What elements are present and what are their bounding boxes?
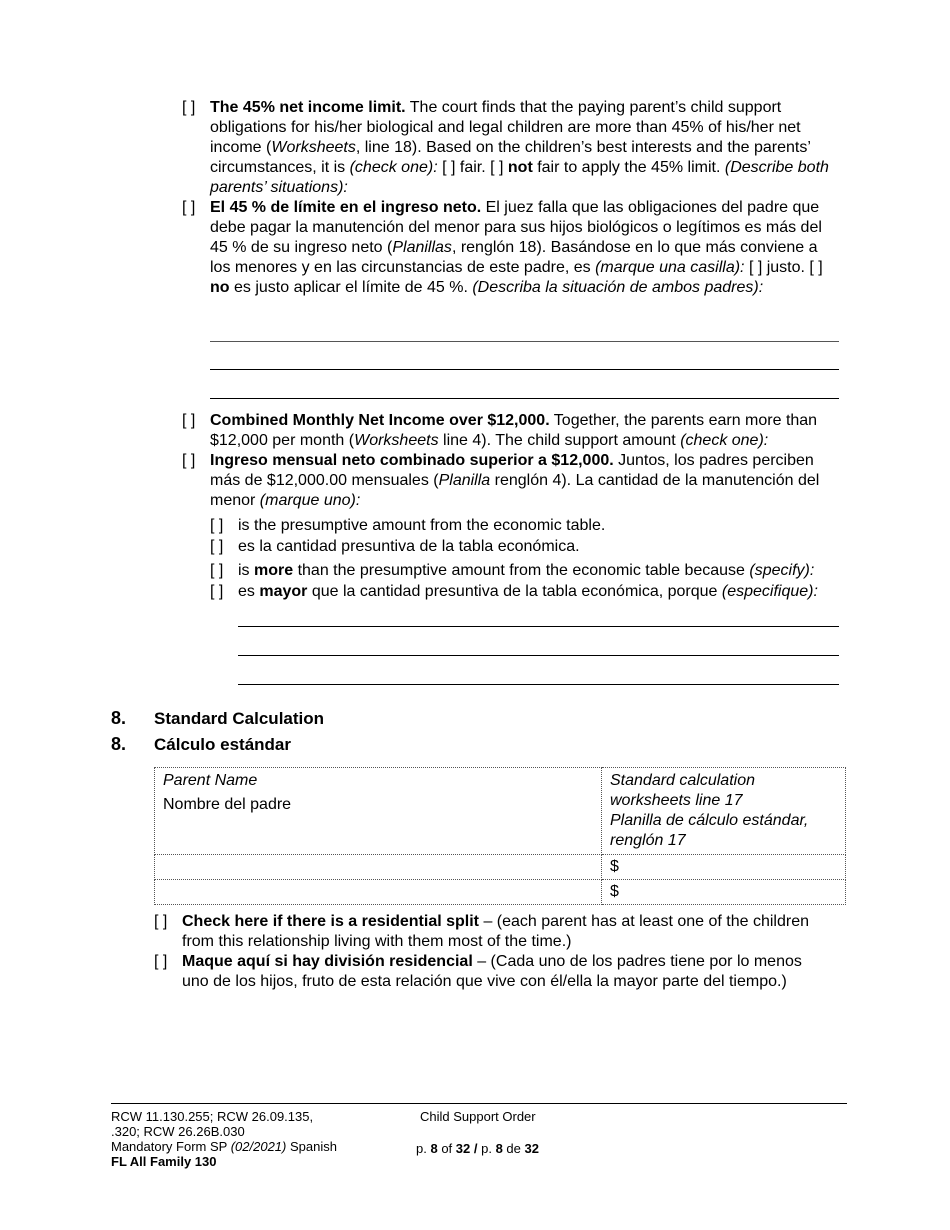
residential-split-checkbox-es[interactable]: [ ] — [154, 953, 168, 970]
text: , renglón 18). Basándose en lo que más conviene a los menores y en las circunstancias de este padre, es — [210, 239, 818, 276]
col1-es: Nombre del padre — [163, 796, 292, 813]
describe-line-3[interactable] — [210, 398, 839, 399]
describe-line-1[interactable] — [210, 341, 839, 342]
col1-en: Parent Name — [163, 772, 258, 789]
standard-calculation-table — [154, 767, 846, 905]
more: more — [254, 562, 294, 579]
specify: (specify): — [749, 562, 815, 579]
slash: / — [470, 1141, 482, 1156]
text: , line 18). Based on the children’s best interests and the parents’ circumstances, it is — [210, 139, 811, 176]
text: Spanish — [286, 1139, 337, 1154]
text: of — [437, 1141, 456, 1156]
parent-name-cell[interactable] — [155, 855, 602, 880]
text: The court finds that the paying parent’s child support obligations for his/her biological and legal children are more than 45% of his/her net income ( — [210, 99, 801, 156]
not: not — [507, 159, 533, 176]
presumptive-checkbox-en[interactable]: [ ] — [210, 517, 224, 534]
page-total: 32 — [455, 1141, 471, 1156]
section-title-en: Standard Calculation — [154, 709, 325, 728]
text: es — [238, 583, 260, 600]
footer-left — [111, 1109, 337, 1169]
specify-line-1[interactable] — [238, 626, 839, 627]
section-title-es: Cálculo estándar — [154, 735, 291, 754]
text: – (Cada uno de los padres tiene por lo menos uno de los hijos, fruto de esta relación que vive con él/ella la mayor parte del tiempo.) — [182, 953, 802, 990]
table-row — [155, 855, 846, 880]
amount-cell[interactable]: $ — [602, 855, 846, 880]
more-checkbox-es[interactable]: [ ] — [210, 583, 224, 600]
parent-name-cell[interactable] — [155, 880, 602, 905]
worksheets: Worksheets — [271, 139, 356, 156]
rcw-line-2: .320; RCW 26.26B.030 — [111, 1124, 245, 1139]
describe-line-2[interactable] — [210, 369, 839, 370]
text: Together, the parents earn more than $12,000 per month ( — [210, 412, 818, 449]
text: line 4). The child support amount — [438, 432, 681, 449]
describa: (Describa la situación de ambos padres): — [472, 279, 764, 296]
more-checkbox-en[interactable]: [ ] — [210, 562, 224, 579]
check-one: (check one): — [680, 432, 769, 449]
residential-split-paragraph-es — [182, 952, 827, 992]
standard-calculation-header — [602, 768, 846, 855]
text: es la cantidad presuntiva de la tabla económica. — [238, 538, 580, 555]
section-number-en: 8. — [111, 708, 127, 728]
form-line — [111, 1139, 337, 1154]
text: renglón 4). La cantidad de la manutención del menor — [210, 472, 820, 509]
text: [ ] justo. [ ] — [744, 259, 823, 276]
text: – (each parent has at least one of the children from this relationship living with them most of the time.) — [182, 913, 809, 950]
footer-rule — [111, 1103, 847, 1104]
footer-document-title: Child Support Order — [420, 1109, 536, 1124]
footer-page-number — [416, 1141, 539, 1156]
net-income-limit-checkbox-es[interactable]: [ ] — [182, 199, 196, 216]
more-option-es — [238, 582, 853, 602]
section-number-es: 8. — [111, 734, 127, 754]
combined-income-title-en: Combined Monthly Net Income over $12,000. — [210, 412, 550, 429]
text: fair to apply the 45% limit. — [532, 159, 725, 176]
net-income-limit-paragraph-en — [210, 98, 840, 198]
mayor: mayor — [259, 583, 308, 600]
text: p. — [481, 1141, 496, 1156]
text: que la cantidad presuntiva de la tabla económica, porque — [307, 583, 722, 600]
residential-split-title-en: Check here if there is a residential split — [182, 913, 479, 930]
presumptive-checkbox-es[interactable]: [ ] — [210, 538, 224, 555]
col2-en: Standard calculation worksheets line 17 — [610, 772, 755, 809]
text: [ ] fair. [ ] — [437, 159, 508, 176]
combined-income-checkbox-en[interactable]: [ ] — [182, 412, 196, 429]
combined-income-checkbox-es[interactable]: [ ] — [182, 452, 196, 469]
parent-name-header — [155, 768, 602, 855]
more-option-en — [238, 561, 853, 581]
text: Mandatory Form SP — [111, 1139, 231, 1154]
net-income-limit-checkbox-en[interactable]: [ ] — [182, 99, 196, 116]
residential-split-title-es: Maque aquí si hay división residencial — [182, 953, 473, 970]
page-num: 8 — [430, 1141, 438, 1156]
residential-split-paragraph-en — [182, 912, 822, 952]
form-date: (02/2021) — [230, 1139, 287, 1154]
combined-income-paragraph-es — [210, 451, 840, 511]
amount-cell[interactable]: $ — [602, 880, 846, 905]
residential-split-checkbox-en[interactable]: [ ] — [154, 913, 168, 930]
table-row — [155, 880, 846, 905]
planilla: Planilla — [438, 472, 491, 489]
no: no — [210, 279, 230, 296]
text: is — [238, 562, 254, 579]
describe: (Describe both parents’ situations): — [210, 159, 829, 196]
presumptive-option-es — [238, 537, 848, 557]
specify-line-2[interactable] — [238, 655, 839, 656]
presumptive-option-en — [238, 516, 848, 536]
text: El juez falla que las obligaciones del padre que debe pagar la manutención del menor para sus hijos biológicos o legítimos es más del 45 % de su ingreso neto ( — [210, 199, 822, 256]
page-num: 8 — [495, 1141, 503, 1156]
marque: (marque una casilla): — [595, 259, 745, 276]
text: de — [502, 1141, 525, 1156]
especifique: (especifique): — [721, 583, 818, 600]
text: than the presumptive amount from the economic table because — [293, 562, 750, 579]
worksheets: Worksheets — [354, 432, 439, 449]
form-id: FL All Family 130 — [111, 1154, 217, 1169]
combined-income-title-es: Ingreso mensual neto combinado superior a $12,000. — [210, 452, 614, 469]
table-header-row — [155, 768, 846, 855]
combined-income-paragraph-en — [210, 411, 840, 451]
check-one: (check one): — [349, 159, 438, 176]
text: es justo aplicar el límite de 45 %. — [229, 279, 473, 296]
specify-line-3[interactable] — [238, 684, 839, 685]
net-income-limit-title-es: El 45 % de límite en el ingreso neto. — [210, 199, 482, 216]
rcw-line-1: RCW 11.130.255; RCW 26.09.135, — [111, 1109, 314, 1124]
text: is the presumptive amount from the economic table. — [238, 517, 606, 534]
marque: (marque uno): — [259, 492, 361, 509]
col2-es: Planilla de cálculo estándar, renglón 17 — [610, 812, 809, 849]
net-income-limit-title-en: The 45% net income limit. — [210, 99, 406, 116]
planillas: Planillas — [392, 239, 452, 256]
net-income-limit-paragraph-es — [210, 198, 840, 298]
text: Juntos, los padres perciben más de $12,000.00 mensuales ( — [210, 452, 814, 489]
page-total: 32 — [524, 1141, 539, 1156]
text: p. — [416, 1141, 431, 1156]
